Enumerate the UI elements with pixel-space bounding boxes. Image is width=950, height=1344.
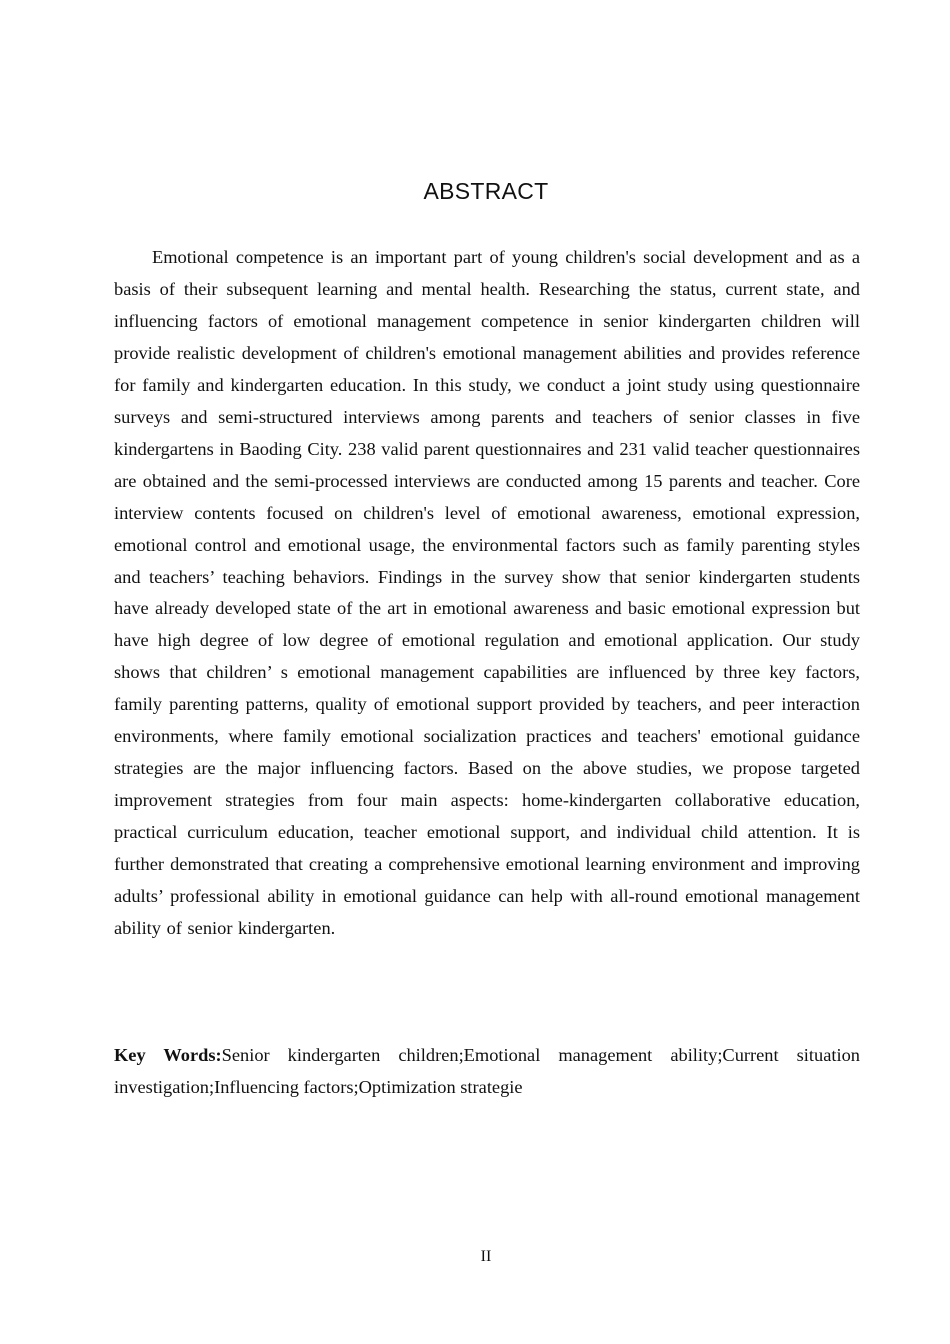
keywords-label: Key Words:: [114, 1045, 222, 1065]
abstract-paragraph: Emotional competence is an important part of young children's social development and as a basis of their subsequent learning and mental health. Researching the status, current state, and influencing factors of emotional management competence in senior kindergarten children will provide realistic development of children's emotional management abilities and provides reference for family and kindergarten education. In this study, we conduct a joint study using questionnaire surveys and semi-structured interviews among parents and teachers of senior classes in five kindergartens in Baoding City. 238 valid parent questionnaires and 231 valid teacher questionnaires are obtained and the semi-processed interviews are conducted among 15 parents and teacher. Core interview contents focused on children's level of emotional awareness, emotional expression, emotional control and emotional usage, the environmental factors such as family parenting styles and teachers’ teaching behaviors. Findings in the survey show that senior kindergarten students have already developed state of the art in emotional awareness and basic emotional expression but have high degree of low degree of emotional regulation and emotional application. Our study shows that children’ s emotional management capabilities are influenced by three key factors, family parenting patterns, quality of emotional support provided by teachers, and peer interaction environments, where family emotional socialization practices and teachers' emotional guidance strategies are the major influencing factors. Based on the above studies, we propose targeted improvement strategies from four main aspects: home-kindergarten collaborative education, practical curriculum education, teacher emotional support, and individual child attention. It is further demonstrated that creating a comprehensive emotional learning environment and improving adults’ professional ability in emotional guidance can help with all-round emotional management ability of senior kindergarten.: [114, 247, 860, 939]
page-number: II: [480, 1248, 492, 1265]
keywords-paragraph: [114, 1039, 860, 1103]
abstract-title: ABSTRACT: [423, 178, 549, 204]
keywords-text: Senior kindergarten children;Emotional management ability;Current situation investigation;Influencing factors;Optimization strategie: [114, 1045, 860, 1097]
